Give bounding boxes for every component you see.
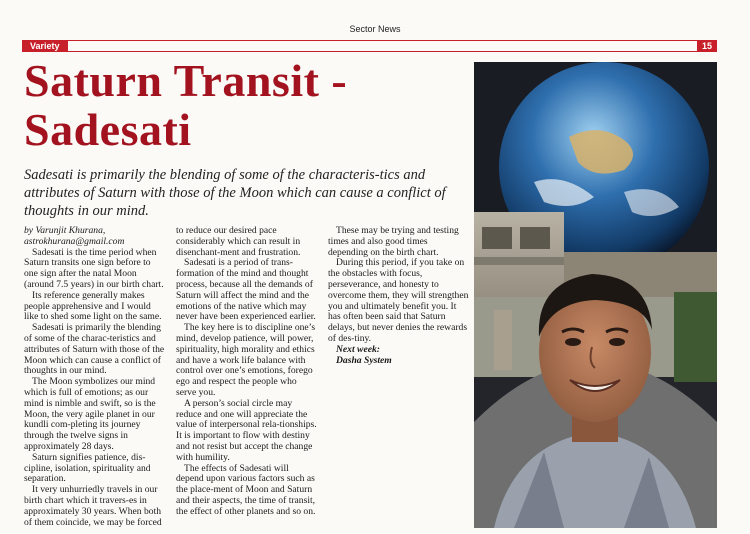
next-week-label: Next week: (336, 343, 380, 355)
paragraph: It very unhurriedly travels in our birth chart which it travers-es in approximately 30 years. When both of them coincide, we may be forced to reduce our desired pace considerably which can result in disenchant-ment and frustration. (24, 225, 301, 528)
paragraph: Sadesati is a period of trans-formation of the mind and thought process, because all the demands of Saturn will affect the mind and the emotions of the native which may never have been experienced earlier. (176, 257, 316, 323)
author-photo-illustration (474, 62, 717, 528)
page-number: 15 (697, 40, 717, 52)
paragraph: Saturn signifies patience, dis-cipline, isolation, spirituality and separation. (24, 451, 151, 485)
paragraph: A person’s social circle may reduce and one will appreciate the value of interpersonal rela-tionships. It is important to flow with destiny and not resist but accept the change with humility. (176, 397, 317, 463)
paragraph: Sadesati is the time period when Saturn transits one sign before to one sign after the natal Moon (around 7.5 years) in our birth chart. (24, 246, 164, 290)
paragraph: The key here is to discipline one’s mind, develop patience, will power, spirituality, high morality and ethics and have a work life balance with control over one’s emotions, forego ego and respect the people who serve you. (176, 322, 316, 398)
article-body (24, 226, 470, 530)
author-photo (474, 62, 717, 528)
section-tag: Variety (22, 40, 68, 52)
headline-line-1: Saturn Transit - (24, 55, 348, 106)
newspaper-masthead: Sector News (349, 24, 401, 34)
paragraph: These may be trying and testing times and also good times depending on the birth chart. (328, 225, 459, 258)
paragraph: Its reference generally makes people apprehensive and I would like to shed some light on the same. (24, 289, 162, 323)
article-headline (24, 56, 474, 154)
paragraph: The effects of Sadesati will depend upon various factors such as the place-ment of Moon and Saturn and their aspects, the time of transit, the effect of other planets and so on. (176, 462, 316, 517)
byline-email: astrokhurana@gmail.com (24, 235, 125, 247)
next-week-topic: Dasha System (336, 354, 392, 366)
paragraph: During this period, if you take on the obstacles with focus, perseverance, and honesty to overcome them, they will strengthen you and ultimately benefit you. It has often been said that Saturn delays, but never denies the rewards of des-tiny. (328, 257, 469, 344)
paragraph: Sadesati is primarily the blending of some of the charac-teristics and attributes of Saturn with those of the Moon which can cause a conflict of thoughts in our mind. (24, 322, 165, 377)
byline-name: by Varunjit Khurana, (24, 225, 106, 236)
headline-line-2: Sadesati (24, 104, 192, 155)
paragraph: The Moon symbolizes our mind which is full of emotions; as our mind is nimble and swift, so is the Moon, the very agile planet in our kundli com-pleting its journey through the twelve signs in approximately 28 days. (24, 376, 156, 452)
section-rule (22, 40, 717, 52)
byline (24, 226, 166, 248)
article-standfirst: Sadesati is primarily the blending of some of the characteris-tics and attributes of Saturn with those of the Moon which can cause a conflict of thoughts in our mind. (24, 167, 446, 219)
